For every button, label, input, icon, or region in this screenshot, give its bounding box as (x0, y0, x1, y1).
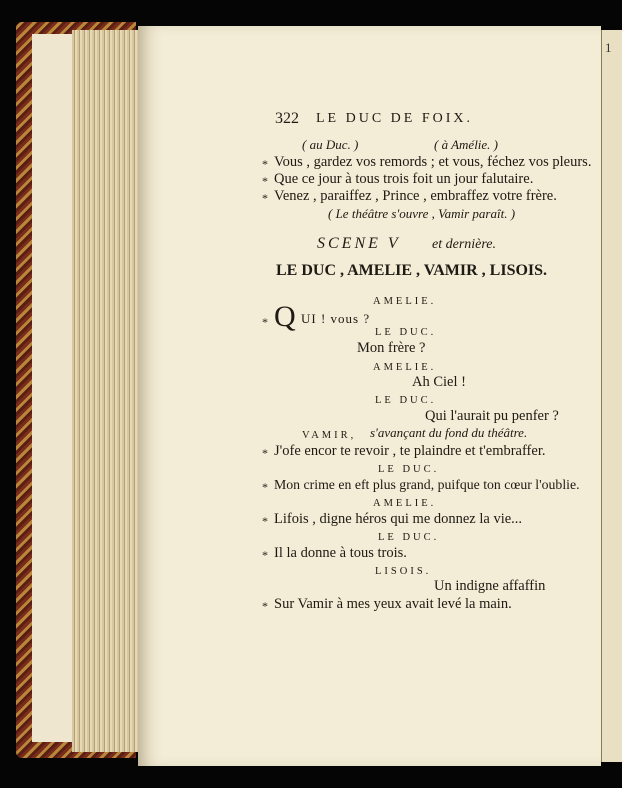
verse-marker: * (262, 548, 268, 562)
stage-direction-vamir: s'avançant du fond du théâtre. (370, 425, 528, 440)
book-page (138, 26, 601, 766)
speaker-le-duc: LE DUC. (375, 395, 437, 406)
verse-marker: * (262, 315, 268, 329)
line-ah-ciel: Ah Ciel ! (412, 374, 466, 390)
drop-cap-q: Q (274, 300, 296, 333)
line-mon-crime: Mon crime en eft plus grand, puifque ton cœur l'oublie. (274, 477, 580, 492)
line-qui-vous: UI ! vous ? (301, 311, 371, 326)
endpaper (32, 34, 76, 742)
speaker-vamir: VAMIR, (302, 430, 357, 441)
line-mon-frere: Mon frère ? (357, 340, 426, 356)
speaker-le-duc: LE DUC. (375, 327, 437, 338)
verse-line-2: Que ce jour à tous trois foit un jour falutaire. (274, 171, 534, 187)
stage-direction-au-duc: ( au Duc. ) (302, 137, 359, 152)
line-un-indigne: Un indigne affaffin (434, 578, 546, 594)
speaker-amelie: AMELIE. (373, 296, 437, 307)
verse-marker: * (262, 174, 268, 188)
verse-line-3: Venez , paraiffez , Prince , embraffez votre frère. (274, 188, 557, 204)
line-jose-encor: J'ofe encor te revoir , te plaindre et t'embraffer. (274, 443, 546, 459)
page-number: 322 (275, 110, 299, 127)
speaker-lisois: LISOIS. (375, 566, 432, 577)
verse-marker: * (262, 446, 268, 460)
adjacent-page-edge (601, 30, 622, 762)
speaker-le-duc: LE DUC. (378, 532, 440, 543)
page-edges (72, 30, 142, 752)
line-il-la-donne: Il la donne à tous trois. (274, 545, 407, 561)
adjacent-page-mark: 1 (605, 40, 612, 55)
verse-marker: * (262, 157, 268, 171)
scene-title-suffix: et dernière. (432, 237, 497, 252)
speaker-amelie: AMELIE. (373, 498, 437, 509)
line-qui-laurait: Qui l'aurait pu penfer ? (425, 408, 559, 424)
stage-direction-theatre: ( Le théâtre s'ouvre , Vamir paraît. ) (328, 206, 516, 221)
verse-marker: * (262, 191, 268, 205)
line-sur-vamir: Sur Vamir à mes yeux avait levé la main. (274, 596, 512, 612)
speaker-le-duc: LE DUC. (378, 464, 440, 475)
running-title: LE DUC DE FOIX. (316, 111, 473, 126)
verse-line-1: Vous , gardez vos remords ; et vous, féchez vos pleurs. (274, 154, 592, 170)
scene-characters: LE DUC , AMELIE , VAMIR , LISOIS. (276, 262, 548, 279)
scene-title: SCENE V (317, 235, 401, 252)
verse-marker: * (262, 514, 268, 528)
verse-marker: * (262, 599, 268, 613)
line-lisois-digne: Lifois , digne héros qui me donnez la vie... (274, 511, 523, 527)
stage-direction-a-amelie: ( à Amélie. ) (434, 137, 499, 152)
verse-marker: * (262, 480, 268, 494)
speaker-amelie: AMELIE. (373, 362, 437, 373)
